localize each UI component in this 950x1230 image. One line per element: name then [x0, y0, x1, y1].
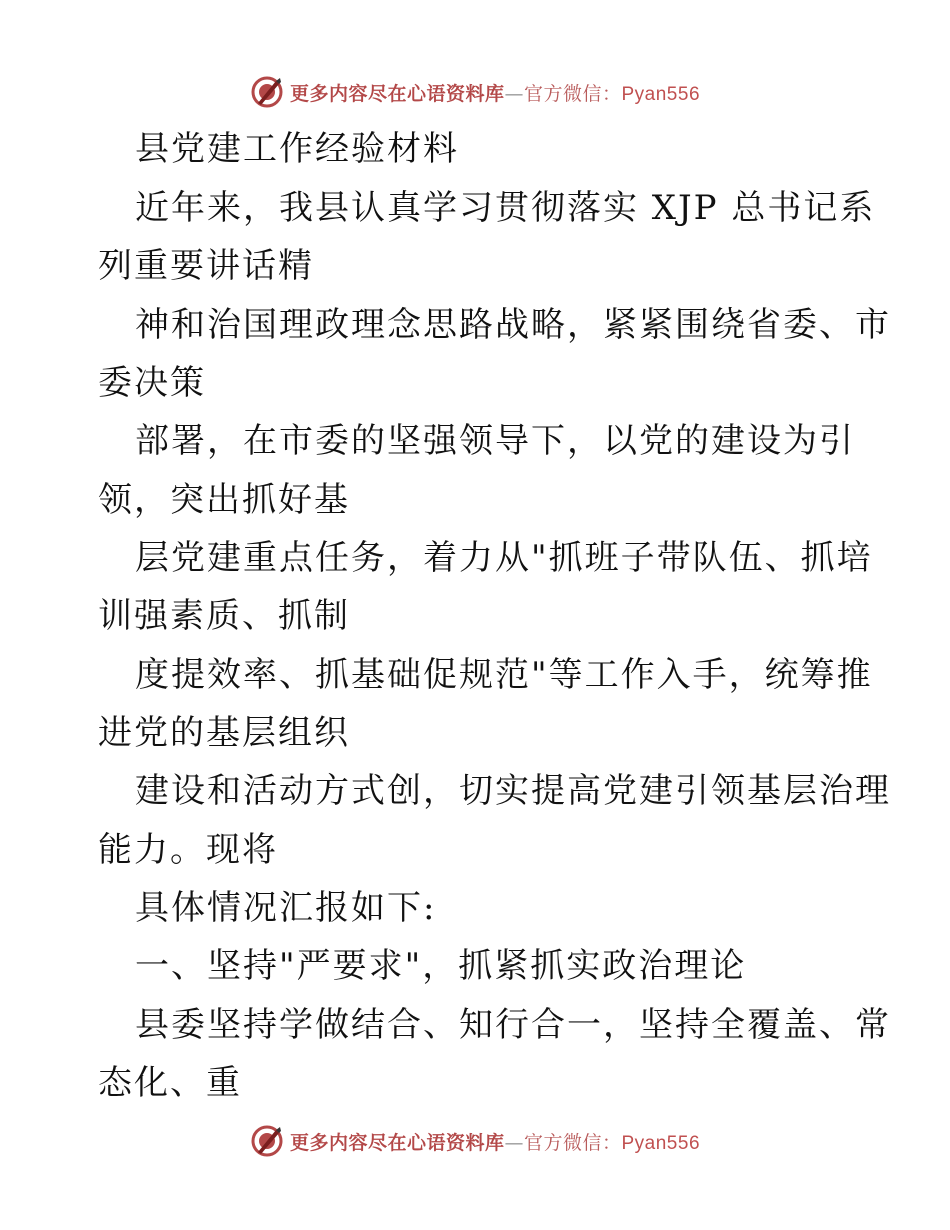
- document-title: 县党建工作经验材料: [135, 129, 459, 169]
- paragraph-line: 领，突出抓好基: [98, 480, 350, 520]
- paragraph-line: 近年来，我县认真学习贯彻落实 XJP 总书记系: [135, 188, 876, 228]
- paragraph-line: 能力。现将: [98, 830, 278, 870]
- watermark-account-id: Pyan556: [621, 1132, 701, 1154]
- paragraph-line: 进党的基层组织: [98, 713, 350, 753]
- watermark-main-text: 更多内容尽在心语资料库: [289, 1131, 505, 1154]
- paragraph-line: 层党建重点任务，着力从"抓班子带队伍、抓培: [135, 538, 873, 578]
- footer-watermark: [0, 1121, 950, 1161]
- section-heading: 一、坚持"严要求"，抓紧抓实政治理论: [135, 946, 747, 986]
- watermark-account-id: Pyan556: [621, 83, 701, 105]
- paragraph-line: 态化、重: [98, 1063, 242, 1103]
- watermark-text: [290, 1128, 700, 1155]
- red-circle-pen-logo-icon: [250, 1124, 284, 1158]
- paragraph-line: 度提效率、抓基础促规范"等工作入手，统筹推: [135, 655, 873, 695]
- paragraph-line: 列重要讲话精: [98, 246, 314, 286]
- paragraph-line: 具体情况汇报如下:: [135, 888, 437, 928]
- watermark-account-label: 官方微信：: [523, 82, 622, 105]
- watermark-separator: —: [504, 1131, 524, 1154]
- paragraph-line: 委决策: [98, 363, 206, 403]
- watermark-account-label: 官方微信：: [523, 1131, 622, 1154]
- paragraph-line: 建设和活动方式创，切实提高党建引领基层治理: [135, 771, 891, 811]
- paragraph-line: 县委坚持学做结合、知行合一，坚持全覆盖、常: [135, 1005, 891, 1045]
- paragraph-line: 训强素质、抓制: [98, 596, 350, 636]
- paragraph-line: 神和治国理政理念思路战略，紧紧围绕省委、市: [135, 305, 891, 345]
- watermark-main-text: 更多内容尽在心语资料库: [289, 82, 505, 105]
- paragraph-line: 部署，在市委的坚强领导下，以党的建设为引: [135, 421, 855, 461]
- watermark-separator: —: [504, 82, 524, 105]
